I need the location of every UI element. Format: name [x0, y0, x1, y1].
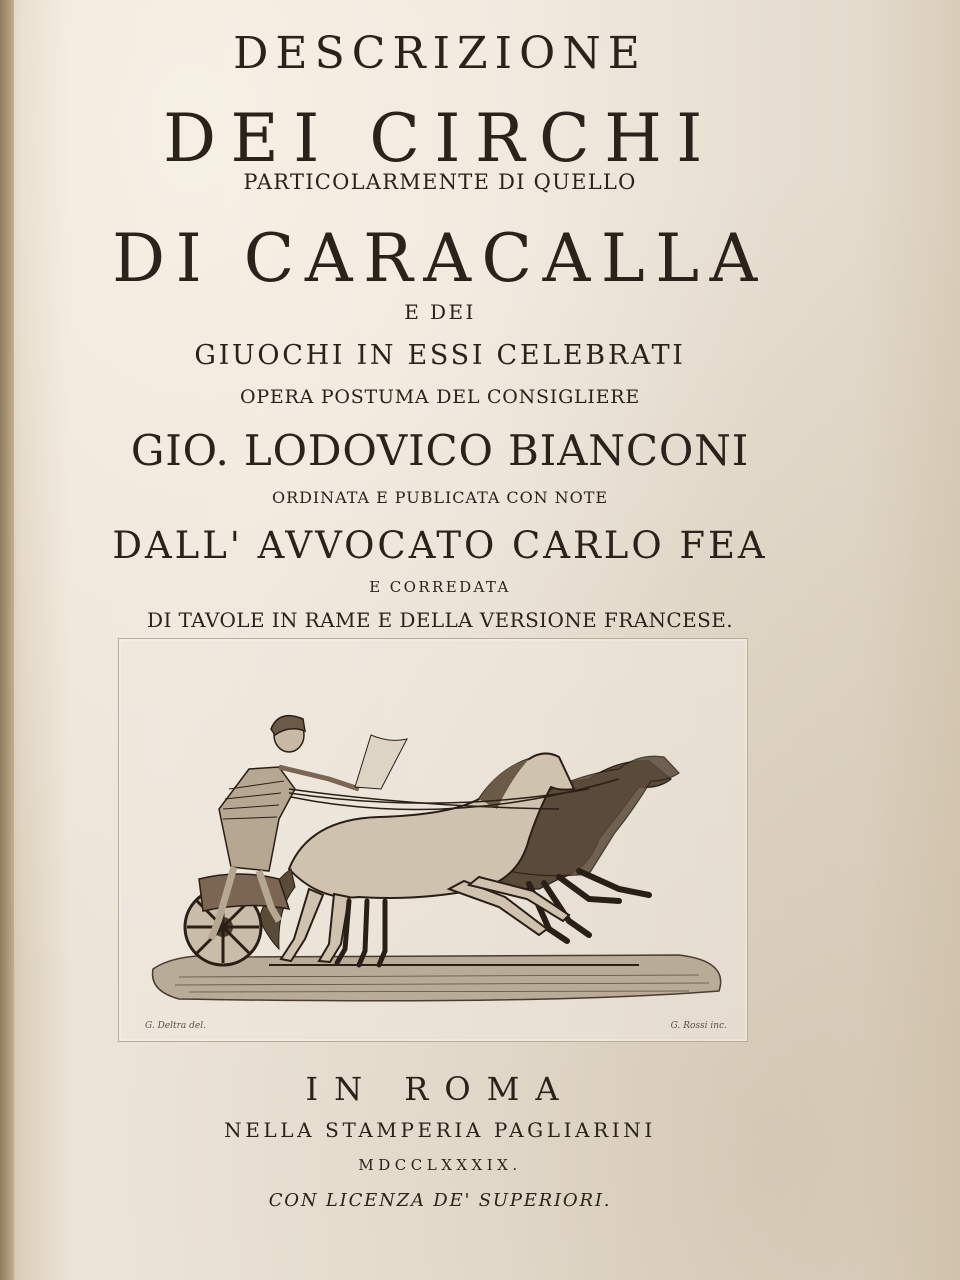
- title-line-opera-postuma: OPERA POSTUMA DEL CONSIGLIERE: [240, 386, 640, 408]
- title-line-tavole: DI TAVOLE IN RAME E DELLA VERSIONE FRANCESE.: [147, 608, 733, 632]
- title-line-descrizione: DESCRIZIONE: [233, 28, 647, 79]
- imprint-press: NELLA STAMPERIA PAGLIARINI: [224, 1118, 656, 1142]
- imprint-year: MDCCLXXXIX.: [358, 1156, 522, 1174]
- author-name: GIO. LODOVICO BIANCONI: [130, 426, 750, 475]
- title-line-particolarmente: PARTICOLARMENTE DI QUELLO: [243, 170, 637, 194]
- imprint-city: IN ROMA: [305, 1070, 575, 1108]
- imprint-license: CON LICENZA DE' SUPERIORI.: [268, 1190, 612, 1211]
- engraving-credit-engraver: G. Rossi inc.: [670, 1021, 727, 1031]
- title-line-e-dei: E DEI: [404, 300, 476, 324]
- chariot-illustration: [119, 639, 747, 1041]
- editor-name: DALL' AVVOCATO CARLO FEA: [112, 524, 768, 567]
- title-line-di-caracalla: DI CARACALLA: [112, 220, 768, 297]
- title-line-corredata: E CORREDATA: [369, 578, 511, 596]
- title-line-ordinata: ORDINATA E PUBLICATA CON NOTE: [272, 488, 608, 507]
- chariot-engraving: [118, 638, 748, 1042]
- title-line-giuochi: GIUOCHI IN ESSI CELEBRATI: [194, 340, 686, 371]
- title-line-dei-circhi: DEI CIRCHI: [163, 100, 717, 177]
- engraving-credit-draughtsman: G. Deltra del.: [145, 1021, 206, 1031]
